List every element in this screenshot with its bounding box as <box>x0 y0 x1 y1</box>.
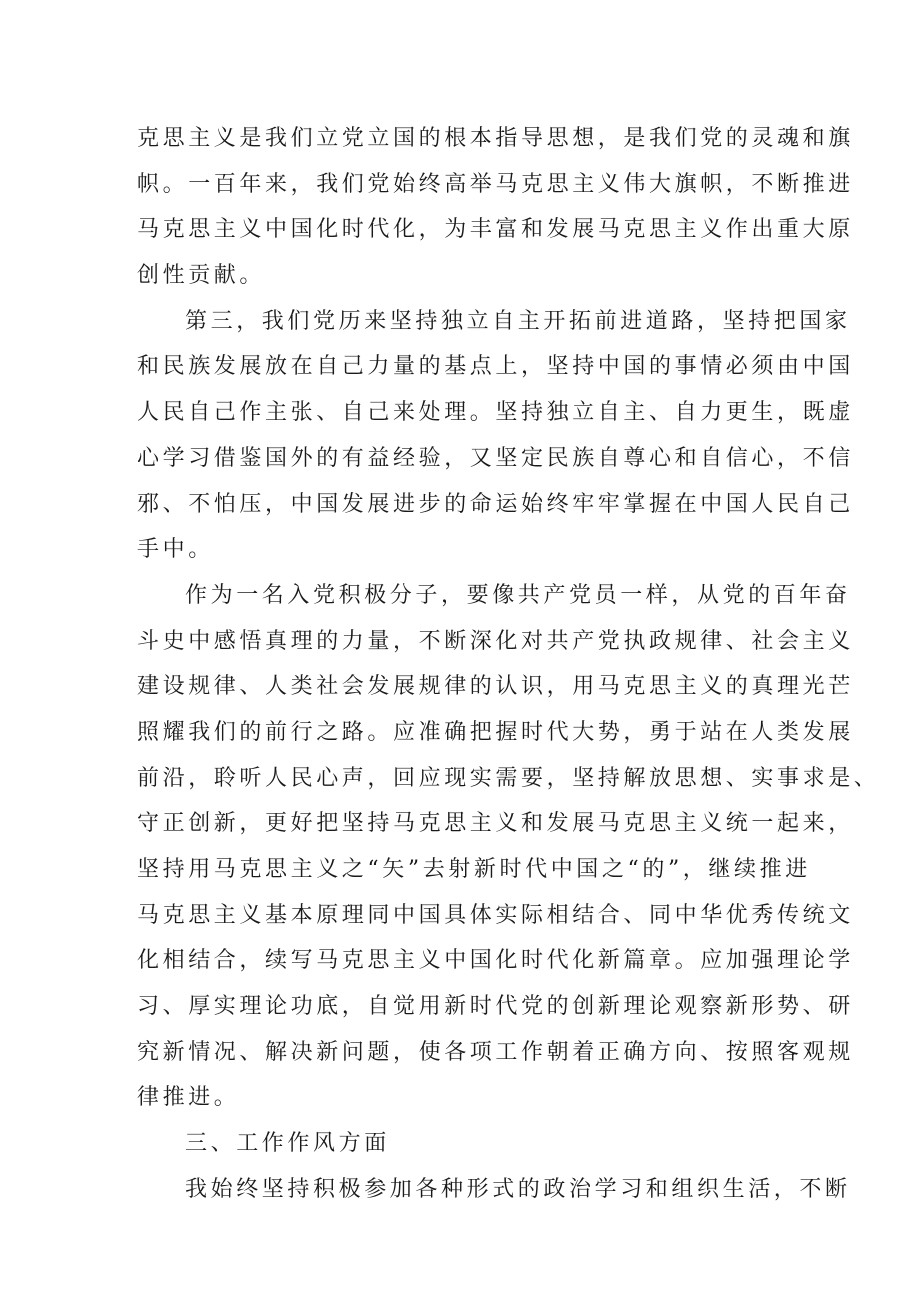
paragraph-first-line: 作为一名入党积极分子，要像共产党员一样，从党的百年奋 <box>185 582 851 608</box>
paragraph-first-line: 我始终坚持积极参加各种形式的政治学习和组织生活，不断 <box>185 1176 851 1202</box>
text-line: 前沿，聆听人民心声，回应现实需要，坚持解放思想、实事求是、 <box>137 765 880 791</box>
text-line: 马克思主义基本原理同中国具体实际相结合、同中华优秀传统文 <box>137 902 854 928</box>
section-heading: 三、工作作风方面 <box>185 1131 390 1157</box>
text-line: 和民族发展放在自己力量的基点上，坚持中国的事情必须由中国 <box>137 354 854 380</box>
text-line: 创性贡献。 <box>137 263 266 289</box>
text-line: 照耀我们的前行之路。应准确把握时代大势，勇于站在人类发展 <box>137 719 854 745</box>
text-line: 究新情况、解决新问题，使各项工作朝着正确方向、按照客观规 <box>137 1039 854 1065</box>
text-line: 斗史中感悟真理的力量，不断深化对共产党执政规律、社会主义 <box>137 628 854 654</box>
text-line: 克思主义是我们立党立国的根本指导思想，是我们党的灵魂和旗 <box>137 126 854 151</box>
text-line: 邪、不怕压，中国发展进步的命运始终牢牢掌握在中国人民自己 <box>137 491 854 517</box>
body-text <box>137 116 880 1213</box>
text-line: 律推进。 <box>137 1085 240 1111</box>
text-line: 心学习借鉴国外的有益经验，又坚定民族自尊心和自信心，不信 <box>137 445 854 471</box>
text-line: 守正创新，更好把坚持马克思主义和发展马克思主义统一起来， <box>137 811 854 837</box>
text-line: 手中。 <box>137 537 214 563</box>
text-line: 习、厚实理论功底，自觉用新时代党的创新理论观察新形势、研 <box>137 994 854 1020</box>
text-line: 马克思主义中国化时代化，为丰富和发展马克思主义作出重大原 <box>137 217 854 243</box>
text-line: 建设规律、人类社会发展规律的认识，用马克思主义的真理光芒 <box>137 674 854 700</box>
paragraph-first-line: 第三，我们党历来坚持独立自主开拓前进道路，坚持把国家 <box>185 308 851 334</box>
text-line: 坚持用马克思主义之“矢”去射新时代中国之“的”，继续推进 <box>137 857 811 882</box>
text-line: 人民自己作主张、自己来处理。坚持独立自主、自力更生，既虚 <box>137 400 854 426</box>
text-line: 化相结合，续写马克思主义中国化时代化新篇章。应加强理论学 <box>137 948 854 974</box>
text-line: 帜。一百年来，我们党始终高举马克思主义伟大旗帜，不断推进 <box>137 171 854 197</box>
